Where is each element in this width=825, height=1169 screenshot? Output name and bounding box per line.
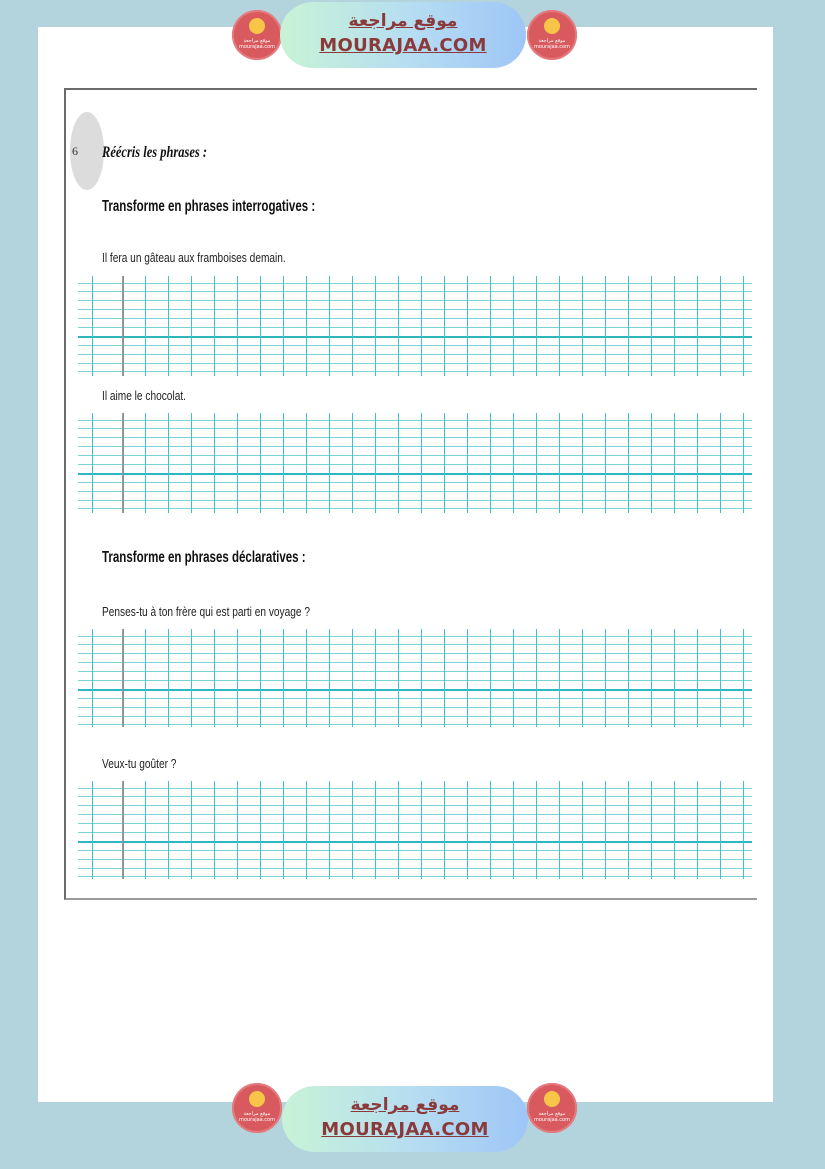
site-name-arabic: موقع مراجعة [350, 1095, 460, 1115]
site-name-arabic: موقع مراجعة [348, 11, 458, 31]
site-domain: MOURAJAA.COM [321, 1119, 489, 1140]
sentence-1: Il fera un gâteau aux framboises demain. [102, 250, 286, 265]
section-heading-interrogative: Transforme en phrases interrogatives : [102, 198, 316, 215]
writing-grid [78, 629, 752, 727]
sentence-4: Veux-tu goûter ? [102, 756, 177, 771]
site-seal-logo: موقع مراجعة mourajaa.com [527, 1083, 577, 1133]
site-banner-link[interactable] [280, 2, 526, 68]
exercise-number: 6 [72, 144, 78, 158]
exercise-title: Réécris les phrases : [102, 144, 208, 161]
site-seal-logo: موقع مراجعة mourajaa.com [527, 10, 577, 60]
sentence-2: Il aime le chocolat. [102, 388, 186, 403]
site-seal-logo: موقع مراجعة mourajaa.com [232, 1083, 282, 1133]
worksheet-image [64, 88, 757, 900]
section-heading-declarative: Transforme en phrases déclaratives : [102, 549, 306, 566]
site-domain: MOURAJAA.COM [319, 35, 487, 56]
writing-grid [78, 276, 752, 376]
writing-grid [78, 781, 752, 879]
writing-grid [78, 413, 752, 513]
sentence-3: Penses-tu à ton frère qui est parti en voyage ? [102, 604, 311, 619]
site-seal-logo: موقع مراجعة mourajaa.com [232, 10, 282, 60]
site-banner-link[interactable] [282, 1086, 528, 1152]
